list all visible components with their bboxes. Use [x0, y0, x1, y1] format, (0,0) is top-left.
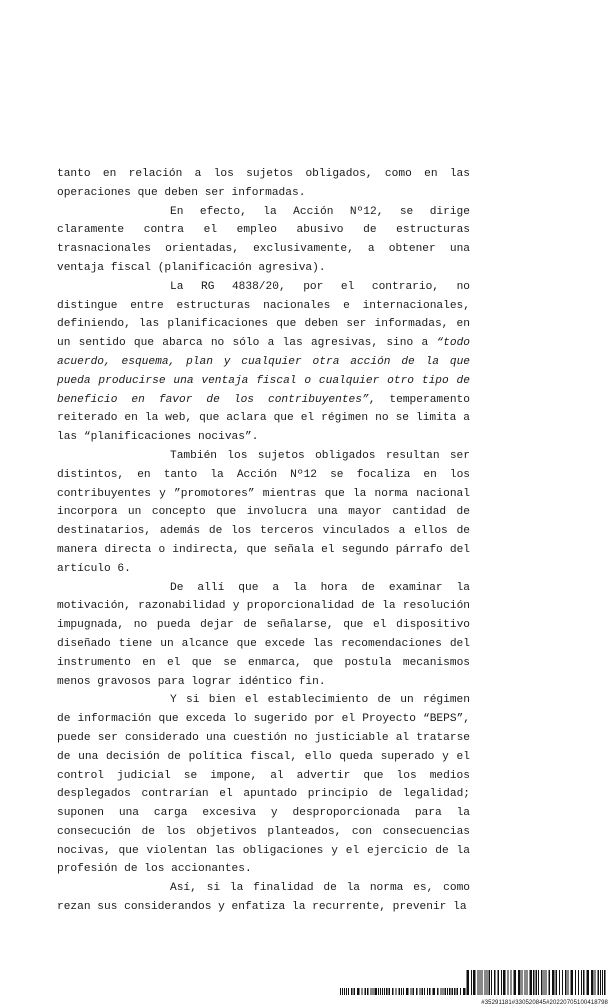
barcode-bar: [362, 988, 363, 995]
barcode-bar: [604, 970, 606, 995]
barcode-bar: [441, 988, 442, 995]
barcode-bar: [602, 970, 603, 995]
barcode-bar: [354, 988, 356, 995]
barcode-bar: [452, 988, 454, 995]
barcode-bar: [380, 988, 381, 995]
barcode-bar: [562, 970, 563, 995]
barcode-bar: [600, 970, 601, 995]
barcode-bar: [371, 988, 372, 995]
barcode-bar: [530, 970, 533, 995]
barcode-bar: [416, 988, 418, 995]
barcode-bar: [344, 988, 345, 995]
quoted-text: “todo acuerdo, esquema, plan y cualquier otra acción de la que pueda producirse una ventaja fiscal o cualquier otro tipo de beneficio en favor de los contribuyentes”: [57, 337, 470, 406]
barcode-bar: [546, 970, 547, 995]
barcode-bar: [556, 970, 558, 995]
barcode-bar: [357, 988, 360, 995]
barcode-bar: [575, 970, 576, 995]
barcode-bar: [396, 988, 397, 995]
barcode-bar: [342, 988, 343, 995]
barcode-bar: [587, 970, 590, 995]
barcode-bar: [522, 970, 523, 995]
barcode-bar: [565, 970, 567, 995]
barcode-bar: [487, 970, 488, 995]
barcode-bar: [571, 970, 574, 995]
barcode-image: [338, 970, 608, 998]
paragraph: [57, 579, 470, 692]
barcode-bar: [536, 970, 538, 995]
barcode-bar: [485, 970, 486, 995]
barcode-bar: [457, 988, 459, 995]
paragraph-text: tanto en relación a los sujetos obligados, como en las operaciones que deben ser informadas.: [57, 168, 470, 199]
barcode-bar: [437, 988, 439, 995]
barcode-bar: [467, 970, 470, 995]
barcode-bar: [411, 988, 412, 995]
barcode-bar: [427, 988, 428, 995]
barcode-bar: [598, 970, 600, 995]
barcode-bar: [373, 988, 374, 995]
barcode-bar: [378, 988, 379, 995]
barcode-bar: [538, 970, 539, 995]
paragraph: [57, 278, 470, 447]
barcode-bar: [399, 988, 401, 995]
barcode-bar: [382, 988, 383, 995]
barcode-bar: [473, 970, 476, 995]
barcode-bar: [365, 988, 367, 995]
barcode-bar: [494, 970, 496, 995]
barcode-bar: [340, 988, 341, 995]
barcode-bar: [511, 970, 512, 995]
paragraph-text: Y si bien el establecimiento de un régimen de información que exceda lo sugerido por el Proyecto “BEPS”, puede ser considerado una cuestión no justiciable al tratarse de una decisión de política fiscal, ello queda superado y el control judicial se impone, al advertir que los medios desplegados contrarían el apuntado principio de legalidad; suponen una carga excesiva y desproporcionada para la consecución de los objetivos planteados, con consecuencias nocivas, que violentan las obligaciones y el ejercicio de la profesión de los accionantes.: [57, 694, 470, 876]
barcode-bar: [578, 970, 579, 995]
barcode-bar: [384, 988, 385, 995]
barcode-bar: [595, 970, 596, 995]
barcode-bar: [449, 988, 451, 995]
barcode-bar: [549, 970, 551, 995]
barcode-bar: [491, 970, 492, 995]
barcode-bar: [559, 970, 560, 995]
barcode-bar: [568, 970, 569, 995]
barcode-bar: [525, 970, 526, 995]
barcode-bar: [544, 970, 545, 995]
barcode-bar: [489, 970, 491, 995]
barcode-bar: [541, 970, 543, 995]
barcode: [338, 970, 608, 1006]
barcode-bar: [351, 988, 353, 995]
paragraph: [57, 879, 470, 917]
barcode-bar: [403, 988, 404, 995]
barcode-bar: [346, 988, 347, 995]
barcode-bar: [463, 988, 466, 995]
barcode-bar: [482, 970, 483, 995]
barcode-bar: [348, 988, 349, 995]
paragraph-text: , temperamento reiterado en la web, que aclara que el régimen no se limita a las “planificaciones nocivas”.: [57, 393, 470, 444]
barcode-bar: [552, 970, 555, 995]
barcode-bar: [389, 988, 391, 995]
barcode-bar: [508, 970, 509, 995]
barcode-bar: [460, 988, 461, 995]
barcode-bar: [445, 988, 447, 995]
barcode-bar: [401, 988, 402, 995]
barcode-bar: [527, 970, 528, 995]
barcode-bar: [386, 988, 388, 995]
barcode-bar: [392, 988, 394, 995]
barcode-number: #35291181#330520845#20220705100418798: [481, 1000, 608, 1006]
barcode-bar: [420, 988, 421, 995]
paragraph: [57, 203, 470, 278]
paragraph: [57, 165, 470, 203]
barcode-bar: [581, 970, 582, 995]
paragraph-text: Así, si la finalidad de la norma es, como rezan sus considerandos y enfatiza la recurrente, prevenir la: [57, 882, 470, 914]
barcode-bar: [443, 988, 444, 995]
barcode-bar: [471, 970, 472, 995]
paragraph: [57, 691, 470, 879]
document-body: [57, 165, 470, 917]
barcode-bar: [424, 988, 425, 995]
paragraph-text: En efecto, la Acción Nº12, se dirige claramente contra el empleo abusivo de estructuras trasnacionales orientadas, exclusivamente, a obtener una ventaja fiscal (planificación agresiva).: [57, 205, 470, 274]
barcode-bar: [591, 970, 594, 995]
barcode-bar: [429, 988, 431, 995]
barcode-bar: [503, 970, 506, 995]
barcode-bar: [413, 988, 415, 995]
barcode-bar: [498, 970, 500, 995]
barcode-bar: [480, 970, 481, 995]
barcode-bar: [583, 970, 585, 995]
barcode-bar: [447, 988, 448, 995]
paragraph-text: La RG 4838/20, por el contrario, no distingue entre estructuras nacionales e internacionales, definiendo, las planificaciones que deben ser informadas, en un sentido que abarca no sólo a las agresivas, sino a: [57, 280, 470, 350]
barcode-bar: [406, 988, 409, 995]
barcode-bar: [478, 970, 479, 995]
barcode-bar: [367, 988, 369, 995]
barcode-bar: [518, 970, 521, 995]
paragraph: [57, 447, 470, 579]
barcode-bar: [454, 988, 456, 995]
barcode-bar: [501, 970, 502, 995]
paragraph-text: De allí que a la hora de examinar la motivación, razonabilidad y proporcionalidad de la resolución impugnada, no pueda dejar de señalarse, que el dispositivo diseñado tiene un alcance que excede las recomendaciones del instrumento en el que se enmarca, que postula mecanismos menos gravosos para lograr idéntico fin.: [57, 581, 470, 688]
barcode-bar: [533, 970, 535, 995]
barcode-bar: [422, 988, 424, 995]
paragraph-text: También los sujetos obligados resultan ser distintos, en tanto la Acción Nº12 se focaliza en los contribuyentes y ”promotores” mientras que la norma nacional incorpora un concepto que involucra una mayor cantidad de destinatarios, además de los terceros vinculados a ellos de manera directa o indirecta, que señala el segundo párrafo del artículo 6.: [57, 449, 470, 575]
barcode-bar: [514, 970, 517, 995]
barcode-bar: [375, 988, 378, 995]
barcode-bar: [433, 988, 436, 995]
